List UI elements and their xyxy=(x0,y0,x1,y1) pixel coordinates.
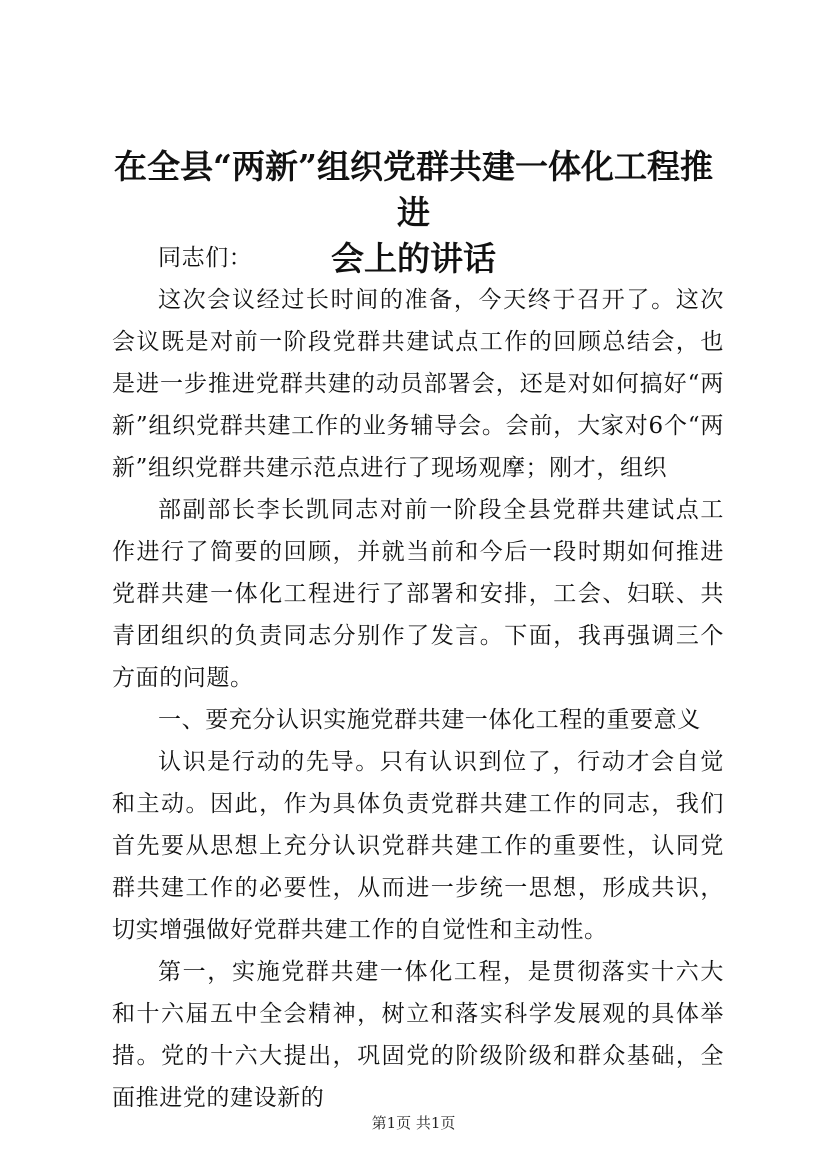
title-line-1: 在全县“两新”组织党群共建一体化工程推进 xyxy=(114,147,713,232)
document-body xyxy=(112,237,724,1119)
title-line-2: 会上的讲话 xyxy=(331,239,496,278)
paragraph-intro: 这次会议经过长时间的准备，今天终于召开了。这次会议既是对前一阶段党群共建试点工作的回顾总结会，也是进一步推进党群共建的动员部署会，还是对如何搞好“两新”组织党群共建工作的业务辅导会。会前，大家对6个“两新”组织党群共建示范点进行了现场观摩；刚才，组织 xyxy=(112,287,724,481)
section-heading-1: 一、要充分认识实施党群共建一体化工程的重要意义 xyxy=(158,707,701,733)
paragraph-review: 部副部长李长凯同志对前一阶段全县党群共建试点工作进行了简要的回顾，并就当前和今后一段时期如何推进党群共建一体化工程进行了部署和安排，工会、妇联、共青团组织的负责同志分别作了发言。下面，我再强调三个方面的问题。 xyxy=(112,497,724,691)
paragraph-awareness: 认识是行动的先导。只有认识到位了，行动才会自觉和主动。因此，作为具体负责党群共建工作的同志，我们首先要从思想上充分认识党群共建工作的重要性，认同党群共建工作的必要性，从而进一步统一思想，形成共识，切实增强做好党群共建工作的自觉性和主动性。 xyxy=(112,749,724,943)
salutation: 同志们： xyxy=(158,245,253,271)
page-footer: 第1页 共1页 xyxy=(371,1114,456,1132)
paragraph-first-point: 第一，实施党群共建一体化工程，是贯彻落实十六大和十六届五中全会精神，树立和落实科学发展观的具体举措。党的十六大提出，巩固党的阶级阶级和群众基础，全面推进党的建设新的 xyxy=(112,959,724,1111)
